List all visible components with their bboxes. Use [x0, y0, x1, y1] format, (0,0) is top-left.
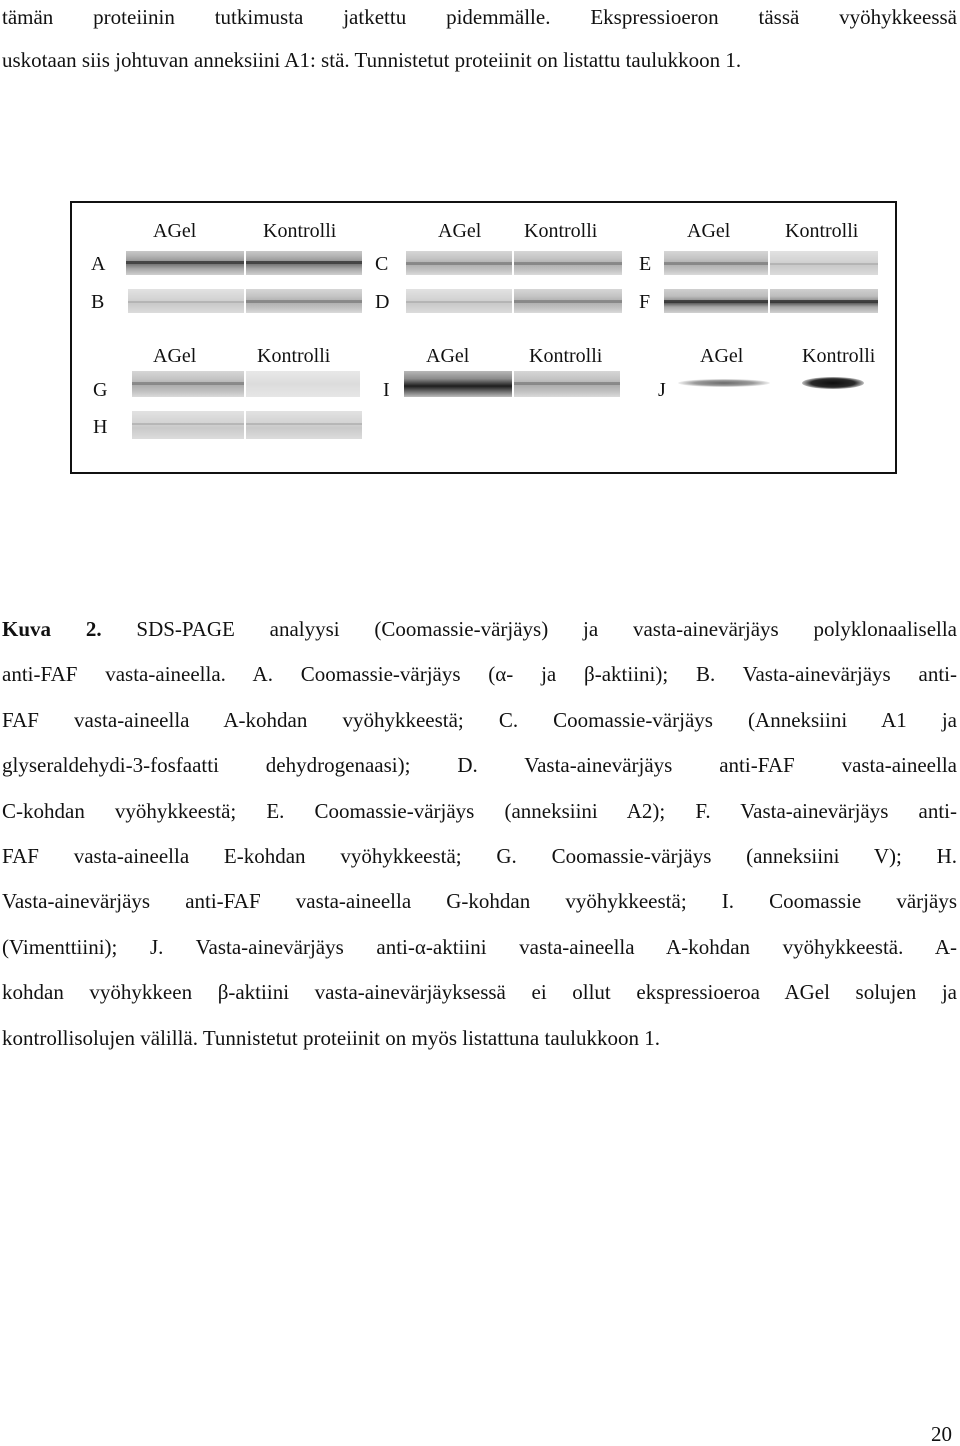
caption-line-1: [2, 607, 957, 652]
blot-band-d-agel: [406, 289, 512, 313]
col-label-kontrolli-a: Kontrolli: [263, 220, 337, 242]
col-label-kontrolli-j: Kontrolli: [802, 345, 876, 367]
intro-line-2: uskotaan siis johtuvan anneksiini A1: stä. Tunnistetut proteiinit on listattu taulukkoon 1.: [2, 48, 742, 72]
row-label-h: H: [93, 416, 108, 438]
col-label-agel-g: AGel: [153, 345, 197, 367]
blot-band-i-kontrolli: [514, 371, 620, 397]
blot-band-f-agel: [664, 289, 768, 313]
blot-band-j-kontrolli: [802, 377, 864, 389]
col-label-kontrolli-e: Kontrolli: [785, 220, 859, 242]
row-label-j: J: [658, 379, 666, 401]
row-label-g: G: [93, 379, 108, 401]
col-label-agel-a: AGel: [153, 220, 197, 242]
blot-band-d-kontrolli: [514, 289, 622, 313]
caption-line-6: FAF vasta-aineella E-kohdan vyöhykkeestä; G. Coomassie-värjäys (anneksiini V); H.: [2, 844, 957, 869]
row-label-c: C: [375, 253, 389, 275]
caption-line-10: kontrollisolujen välillä. Tunnistetut proteiinit on myös listattuna taulukkoon 1.: [2, 1025, 660, 1050]
blot-band-j-agel: [678, 379, 770, 387]
row-label-e: E: [639, 253, 652, 275]
figure-caption: [2, 607, 957, 1061]
caption-line-8: (Vimenttiini); J. Vasta-ainevärjäys anti-α-aktiini vasta-aineella A-kohdan vyöhykkeestä. A-: [2, 934, 957, 959]
caption-line-1-text: SDS-PAGE analyysi (Coomassie-värjäys) ja vasta-ainevärjäys polyklonaalisella: [136, 617, 958, 641]
blot-band-e-agel: [664, 251, 768, 275]
blot-band-c-agel: [406, 251, 512, 275]
col-label-agel-c: AGel: [438, 220, 482, 242]
blot-band-b-kontrolli: [246, 289, 362, 313]
caption-figure-label: Kuva 2.: [2, 617, 102, 641]
blot-band-h-kontrolli: [246, 411, 362, 439]
col-label-kontrolli-g: Kontrolli: [257, 345, 331, 367]
row-label-a: A: [91, 253, 106, 275]
caption-line-7: Vasta-ainevärjäys anti-FAF vasta-aineella G-kohdan vyöhykkeestä; I. Coomassie värjäys: [2, 889, 957, 914]
blot-band-a-kontrolli: [246, 251, 362, 275]
intro-paragraph: [2, 0, 957, 82]
col-label-agel-j: AGel: [700, 345, 744, 367]
row-label-d: D: [375, 291, 390, 313]
blot-band-g-agel: [132, 371, 244, 397]
row-label-i: I: [383, 379, 390, 401]
row-label-b: B: [91, 291, 105, 313]
col-label-agel-e: AGel: [687, 220, 731, 242]
col-label-agel-i: AGel: [426, 345, 470, 367]
col-label-kontrolli-i: Kontrolli: [529, 345, 603, 367]
caption-line-3: FAF vasta-aineella A-kohdan vyöhykkeestä; C. Coomassie-värjäys (Anneksiini A1 ja: [2, 707, 957, 732]
row-label-f: F: [639, 291, 651, 313]
caption-line-2: anti-FAF vasta-aineella. A. Coomassie-värjäys (α- ja β-aktiini); B. Vasta-ainevärjäys anti-: [2, 662, 957, 687]
blot-band-f-kontrolli: [770, 289, 878, 313]
page-number: 20: [931, 1422, 952, 1446]
blot-band-e-kontrolli: [770, 251, 878, 275]
caption-line-4: glyseraldehydi-3-fosfaatti dehydrogenaasi); D. Vasta-ainevärjäys anti-FAF vasta-aineella: [2, 753, 957, 778]
blot-band-c-kontrolli: [514, 251, 622, 275]
blot-band-b-agel: [128, 289, 244, 313]
blot-band-g-kontrolli: [246, 371, 360, 397]
western-blot-figure: [70, 201, 897, 474]
intro-line-1: tämän proteiinin tutkimusta jatkettu pidemmälle. Ekspressioeron tässä vyöhykkeessä: [2, 5, 957, 29]
caption-line-9: kohdan vyöhykkeen β-aktiini vasta-ainevärjäyksessä ei ollut ekspressioeroa AGel solujen ja: [2, 980, 957, 1005]
caption-line-5: C-kohdan vyöhykkeestä; E. Coomassie-värjäys (anneksiini A2); F. Vasta-ainevärjäys anti-: [2, 798, 957, 823]
col-label-kontrolli-c: Kontrolli: [524, 220, 598, 242]
blot-band-h-agel: [132, 411, 244, 439]
blot-band-a-agel: [126, 251, 244, 275]
blot-band-i-agel: [404, 371, 512, 397]
